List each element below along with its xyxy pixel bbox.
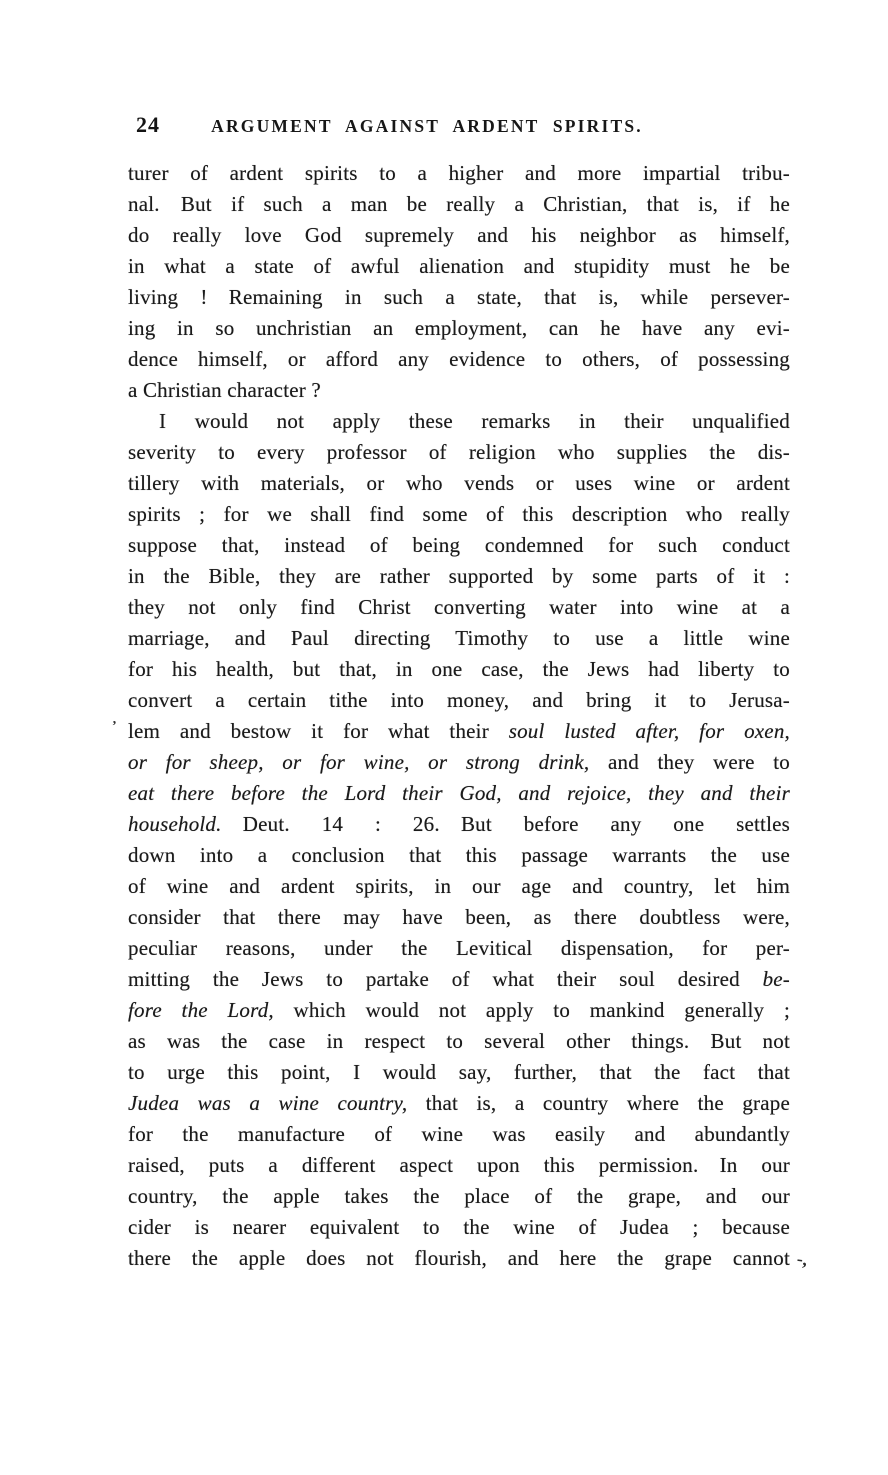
text-line: [128, 375, 790, 406]
text-line: [128, 747, 790, 778]
text-line: [128, 654, 790, 685]
text-run: spirits ; for we shall find some of this description who really: [128, 502, 790, 526]
text-run: in the Bible, they are rather supported by some parts of it :: [128, 564, 790, 588]
text-run: of wine and ardent spirits, in our age and country, let him: [128, 874, 790, 898]
text-run: Deut. 14 : 26. But before any one settles: [221, 812, 790, 836]
text-line: [128, 871, 790, 902]
text-line: [128, 778, 790, 809]
text-line: [128, 220, 790, 251]
italic-text-run: be-: [762, 967, 790, 991]
text-run: as was the case in respect to several other things. But not: [128, 1029, 790, 1053]
text-line: [128, 1181, 790, 1212]
text-run: severity to every professor of religion who supplies the dis-: [128, 440, 790, 464]
text-run: convert a certain tithe into money, and bring it to Jerusa-: [128, 688, 790, 712]
text-run: and they were to: [589, 750, 790, 774]
italic-text-run: soul lusted after, for oxen,: [508, 719, 790, 743]
text-line: [128, 251, 790, 282]
text-line: [128, 499, 790, 530]
text-run: for the manufacture of wine was easily and abundantly: [128, 1122, 790, 1146]
italic-text-run: household.: [128, 812, 222, 836]
text-line: [128, 1057, 790, 1088]
text-line: [128, 1119, 790, 1150]
text-line: [128, 716, 790, 747]
text-run: suppose that, instead of being condemned for such conduct: [128, 533, 790, 557]
text-run: country, the apple takes the place of the grape, and our: [128, 1184, 790, 1208]
text-run: ing in so unchristian an employment, can he have any evi-: [128, 316, 790, 340]
text-run: in what a state of awful alienation and stupidity must he be: [128, 254, 790, 278]
text-line: [128, 840, 790, 871]
text-line: [128, 809, 790, 840]
text-run: consider that there may have been, as there doubtless were,: [128, 905, 790, 929]
text-line: [128, 437, 790, 468]
text-run: a Christian character ?: [128, 378, 321, 402]
text-line: [128, 1243, 790, 1274]
italic-text-run: or for sheep, or for wine, or strong drink,: [128, 750, 590, 774]
text-line: [128, 592, 790, 623]
text-run: they not only find Christ converting water into wine at a: [128, 595, 790, 619]
text-line: [128, 530, 790, 561]
ink-speck-left-margin: ’: [112, 719, 117, 734]
text-line: [128, 933, 790, 964]
text-run: dence himself, or afford any evidence to others, of possessing: [128, 347, 790, 371]
text-run: turer of ardent spirits to a higher and more impartial tribu-: [128, 161, 790, 185]
text-run: lem and bestow it for what their: [128, 719, 509, 743]
text-line: [128, 1088, 790, 1119]
text-line: [128, 344, 790, 375]
text-line: [128, 158, 790, 189]
text-run: do really love God supremely and his neighbor as himself,: [128, 223, 790, 247]
italic-text-run: Judea was a wine country,: [128, 1091, 408, 1115]
text-run: I would not apply these remarks in their unqualified: [159, 409, 790, 433]
text-line: [128, 1026, 790, 1057]
italic-text-run: fore the Lord,: [128, 998, 274, 1022]
text-line: [128, 685, 790, 716]
text-run: tillery with materials, or who vends or uses wine or ardent: [128, 471, 790, 495]
text-line: [128, 468, 790, 499]
text-line: [128, 995, 790, 1026]
text-run: marriage, and Paul directing Timothy to use a little wine: [128, 626, 790, 650]
text-line: [128, 189, 790, 220]
text-run: down into a conclusion that this passage warrants the use: [128, 843, 790, 867]
text-line: [128, 1212, 790, 1243]
text-run: there the apple does not flourish, and here the grape cannot: [128, 1246, 790, 1270]
text-run: mitting the Jews to partake of what their soul desired: [128, 967, 763, 991]
text-run: living ! Remaining in such a state, that is, while persever-: [128, 285, 790, 309]
text-line: [128, 1150, 790, 1181]
text-line: [128, 964, 790, 995]
text-run: peculiar reasons, under the Levitical dispensation, for per-: [128, 936, 790, 960]
running-header: ARGUMENT AGAINST ARDENT SPIRITS.: [211, 116, 643, 136]
text-line: [128, 623, 790, 654]
italic-text-run: eat there before the Lord their God, and rejoice, they and their: [128, 781, 790, 805]
text-run: nal. But if such a man be really a Christian, that is, if he: [128, 192, 790, 216]
text-line: [128, 902, 790, 933]
text-line: [128, 313, 790, 344]
text-line: [128, 561, 790, 592]
text-run: to urge this point, I would say, further, that the fact that: [128, 1060, 790, 1084]
text-run: cider is nearer equivalent to the wine of Judea ; because: [128, 1215, 790, 1239]
text-line: [128, 406, 790, 437]
text-run: for his health, but that, in one case, the Jews had liberty to: [128, 657, 790, 681]
body-text: [128, 158, 790, 1274]
text-line: [128, 282, 790, 313]
ink-speck-page-end: -,: [795, 1248, 809, 1270]
text-run: that is, a country where the grape: [407, 1091, 790, 1115]
page-number: 24: [136, 112, 160, 137]
text-run: raised, puts a different aspect upon this permission. In our: [128, 1153, 790, 1177]
text-run: which would not apply to mankind generally ;: [273, 998, 790, 1022]
